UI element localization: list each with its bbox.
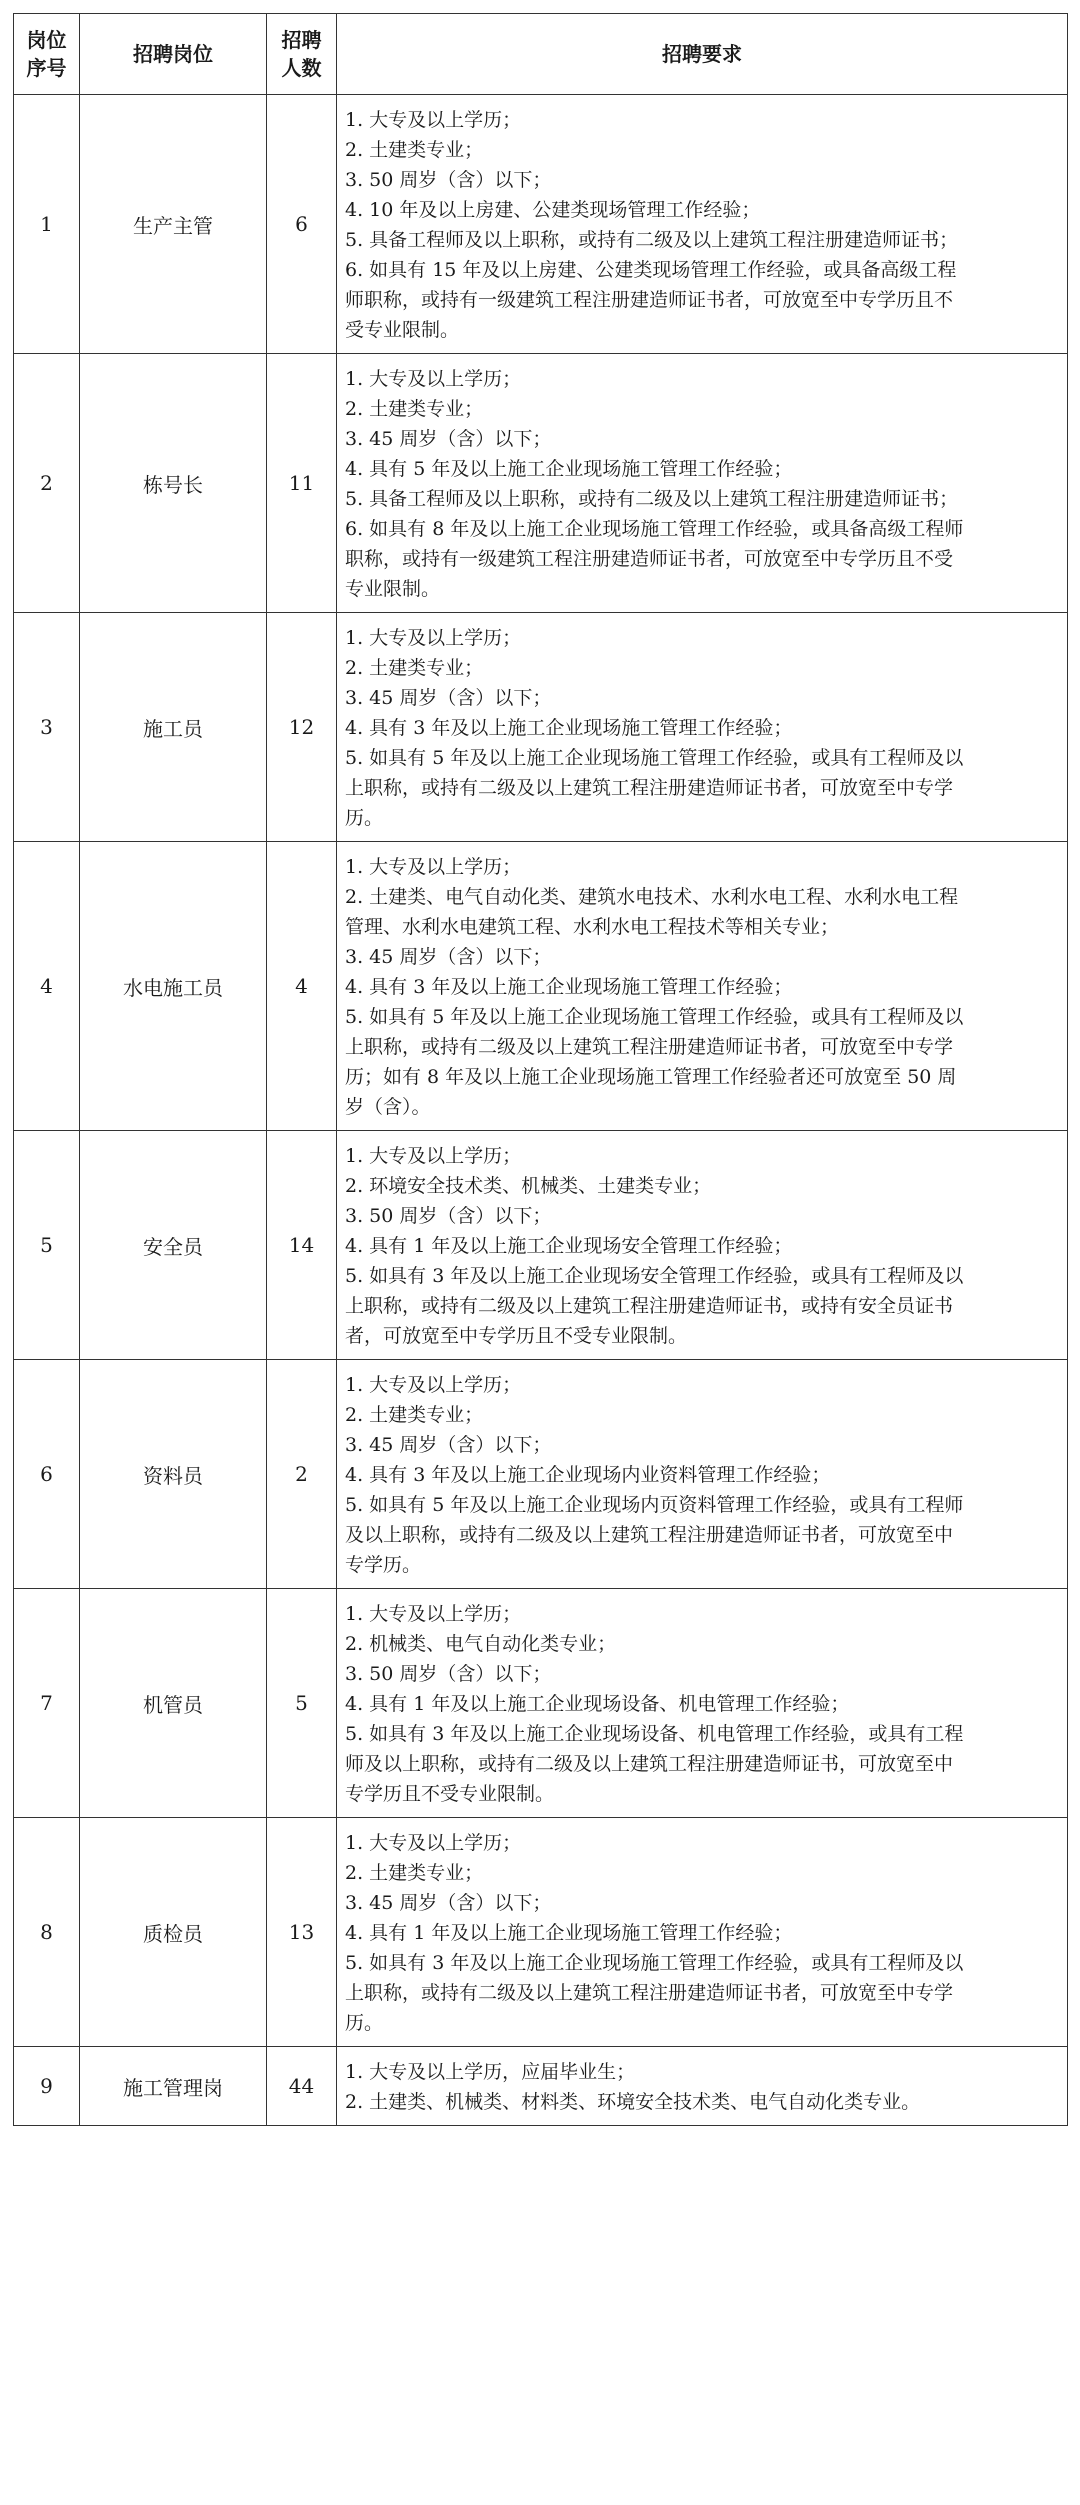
row-count: 14 xyxy=(267,1131,337,1360)
requirement-line: 5. 如具有 3 年及以上施工企业现场施工管理工作经验，或具有工程师及以 xyxy=(345,1952,964,1974)
row-requirements xyxy=(337,1360,1068,1589)
table-row xyxy=(14,613,1068,842)
requirement-line: 管理、水利水电建筑工程、水利水电工程技术等相关专业； xyxy=(345,916,840,938)
table-body xyxy=(14,95,1068,2126)
requirement-line: 专学历且不受专业限制。 xyxy=(345,1783,555,1805)
requirement-line: 2. 环境安全技术类、机械类、土建类专业； xyxy=(345,1175,712,1197)
row-position: 资料员 xyxy=(80,1360,267,1589)
requirement-line: 上职称，或持有二级及以上建筑工程注册建造师证书，或持有安全员证书 xyxy=(345,1295,954,1317)
requirement-line: 专学历。 xyxy=(345,1554,422,1576)
row-number: 2 xyxy=(14,354,80,613)
requirement-line: 2. 土建类、电气自动化类、建筑水电技术、水利水电工程、水利水电工程 xyxy=(345,886,959,908)
header-count xyxy=(267,14,337,95)
requirement-line: 岁（含）。 xyxy=(345,1096,431,1118)
requirement-line: 2. 土建类专业； xyxy=(345,139,484,161)
row-count: 5 xyxy=(267,1589,337,1818)
requirement-line: 2. 土建类专业； xyxy=(345,1862,484,1884)
row-requirements xyxy=(337,1818,1068,2047)
row-requirements xyxy=(337,1131,1068,1360)
requirement-line: 4. 具有 5 年及以上施工企业现场施工管理工作经验； xyxy=(345,458,793,480)
requirement-line: 上职称，或持有二级及以上建筑工程注册建造师证书者，可放宽至中专学 xyxy=(345,777,954,799)
requirement-line: 2. 土建类、机械类、材料类、环境安全技术类、电气自动化类专业。 xyxy=(345,2091,921,2113)
row-count: 4 xyxy=(267,842,337,1131)
requirement-line: 专业限制。 xyxy=(345,578,441,600)
table-row xyxy=(14,1131,1068,1360)
requirement-line: 4. 具有 1 年及以上施工企业现场设备、机电管理工作经验； xyxy=(345,1693,850,1715)
requirement-line: 4. 具有 1 年及以上施工企业现场施工管理工作经验； xyxy=(345,1922,793,1944)
requirement-line: 5. 如具有 5 年及以上施工企业现场施工管理工作经验，或具有工程师及以 xyxy=(345,1006,964,1028)
table-row xyxy=(14,1589,1068,1818)
row-number: 4 xyxy=(14,842,80,1131)
recruitment-table xyxy=(13,13,1068,2126)
requirement-line: 5. 如具有 5 年及以上施工企业现场内页资料管理工作经验，或具有工程师 xyxy=(345,1494,964,1516)
requirement-line: 1. 大专及以上学历； xyxy=(345,1832,522,1854)
table-row xyxy=(14,1818,1068,2047)
requirement-line: 5. 如具有 5 年及以上施工企业现场施工管理工作经验，或具有工程师及以 xyxy=(345,747,964,769)
requirement-line: 1. 大专及以上学历，应届毕业生； xyxy=(345,2061,636,2083)
requirement-line: 2. 机械类、电气自动化类专业； xyxy=(345,1633,617,1655)
requirement-line: 3. 45 周岁（含）以下； xyxy=(345,946,552,968)
row-count: 2 xyxy=(267,1360,337,1589)
requirement-line: 2. 土建类专业； xyxy=(345,398,484,420)
header-no-line1: 岗位 xyxy=(26,28,67,52)
header-requirements: 招聘要求 xyxy=(337,14,1068,95)
requirement-line: 3. 45 周岁（含）以下； xyxy=(345,428,552,450)
row-count: 12 xyxy=(267,613,337,842)
requirement-line: 3. 45 周岁（含）以下； xyxy=(345,687,552,709)
row-requirements xyxy=(337,2047,1068,2126)
header-count-line2: 人数 xyxy=(281,56,322,80)
header-position: 招聘岗位 xyxy=(80,14,267,95)
header-no xyxy=(14,14,80,95)
header-no-line2: 序号 xyxy=(26,56,67,80)
requirement-line: 职称，或持有一级建筑工程注册建造师证书者，可放宽至中专学历且不受 xyxy=(345,548,954,570)
requirement-line: 5. 如具有 3 年及以上施工企业现场设备、机电管理工作经验，或具有工程 xyxy=(345,1723,964,1745)
requirement-line: 3. 50 周岁（含）以下； xyxy=(345,1205,552,1227)
requirement-line: 6. 如具有 8 年及以上施工企业现场施工管理工作经验，或具备高级工程师 xyxy=(345,518,964,540)
requirement-line: 历。 xyxy=(345,807,384,829)
row-position: 质检员 xyxy=(80,1818,267,2047)
requirement-line: 1. 大专及以上学历； xyxy=(345,368,522,390)
row-requirements xyxy=(337,354,1068,613)
row-number: 3 xyxy=(14,613,80,842)
requirement-line: 受专业限制。 xyxy=(345,319,460,341)
row-number: 6 xyxy=(14,1360,80,1589)
requirement-line: 2. 土建类专业； xyxy=(345,1404,484,1426)
requirement-line: 历。 xyxy=(345,2012,384,2034)
row-position: 栋号长 xyxy=(80,354,267,613)
requirement-line: 5. 具备工程师及以上职称，或持有二级及以上建筑工程注册建造师证书； xyxy=(345,488,959,510)
requirement-line: 4. 具有 1 年及以上施工企业现场安全管理工作经验； xyxy=(345,1235,793,1257)
row-count: 13 xyxy=(267,1818,337,2047)
requirement-line: 及以上职称，或持有二级及以上建筑工程注册建造师证书者，可放宽至中 xyxy=(345,1524,954,1546)
table-row xyxy=(14,1360,1068,1589)
requirement-line: 4. 具有 3 年及以上施工企业现场施工管理工作经验； xyxy=(345,717,793,739)
row-number: 1 xyxy=(14,95,80,354)
row-position: 施工管理岗 xyxy=(80,2047,267,2126)
requirement-line: 4. 具有 3 年及以上施工企业现场施工管理工作经验； xyxy=(345,976,793,998)
row-position: 机管员 xyxy=(80,1589,267,1818)
row-count: 44 xyxy=(267,2047,337,2126)
row-position: 安全员 xyxy=(80,1131,267,1360)
header-count-line1: 招聘 xyxy=(281,28,322,52)
requirement-line: 师及以上职称，或持有二级及以上建筑工程注册建造师证书，可放宽至中 xyxy=(345,1753,954,1775)
row-position: 生产主管 xyxy=(80,95,267,354)
row-count: 6 xyxy=(267,95,337,354)
requirement-line: 3. 45 周岁（含）以下； xyxy=(345,1892,552,1914)
row-number: 7 xyxy=(14,1589,80,1818)
table-row xyxy=(14,842,1068,1131)
requirement-line: 3. 50 周岁（含）以下； xyxy=(345,1663,552,1685)
requirement-line: 5. 具备工程师及以上职称，或持有二级及以上建筑工程注册建造师证书； xyxy=(345,229,959,251)
row-number: 5 xyxy=(14,1131,80,1360)
requirement-line: 3. 45 周岁（含）以下； xyxy=(345,1434,552,1456)
requirement-line: 4. 10 年及以上房建、公建类现场管理工作经验； xyxy=(345,199,761,221)
requirement-line: 2. 土建类专业； xyxy=(345,657,484,679)
requirement-line: 师职称，或持有一级建筑工程注册建造师证书者，可放宽至中专学历且不 xyxy=(345,289,954,311)
table-row xyxy=(14,2047,1068,2126)
requirement-line: 1. 大专及以上学历； xyxy=(345,627,522,649)
row-number: 8 xyxy=(14,1818,80,2047)
row-requirements xyxy=(337,1589,1068,1818)
requirement-line: 3. 50 周岁（含）以下； xyxy=(345,169,552,191)
table-header-row xyxy=(14,14,1068,95)
requirement-line: 上职称，或持有二级及以上建筑工程注册建造师证书者，可放宽至中专学 xyxy=(345,1982,954,2004)
row-number: 9 xyxy=(14,2047,80,2126)
requirement-line: 1. 大专及以上学历； xyxy=(345,1145,522,1167)
row-count: 11 xyxy=(267,354,337,613)
row-requirements xyxy=(337,842,1068,1131)
requirement-line: 4. 具有 3 年及以上施工企业现场内业资料管理工作经验； xyxy=(345,1464,831,1486)
requirement-line: 上职称，或持有二级及以上建筑工程注册建造师证书者，可放宽至中专学 xyxy=(345,1036,954,1058)
table-row xyxy=(14,95,1068,354)
requirement-line: 1. 大专及以上学历； xyxy=(345,856,522,878)
requirement-line: 5. 如具有 3 年及以上施工企业现场安全管理工作经验，或具有工程师及以 xyxy=(345,1265,964,1287)
row-requirements xyxy=(337,95,1068,354)
requirement-line: 1. 大专及以上学历； xyxy=(345,109,522,131)
requirement-line: 历；如有 8 年及以上施工企业现场施工管理工作经验者还可放宽至 50 周 xyxy=(345,1066,957,1088)
requirement-line: 1. 大专及以上学历； xyxy=(345,1374,522,1396)
table-row xyxy=(14,354,1068,613)
row-position: 水电施工员 xyxy=(80,842,267,1131)
row-position: 施工员 xyxy=(80,613,267,842)
requirement-line: 1. 大专及以上学历； xyxy=(345,1603,522,1625)
requirement-line: 者，可放宽至中专学历且不受专业限制。 xyxy=(345,1325,688,1347)
requirement-line: 6. 如具有 15 年及以上房建、公建类现场管理工作经验，或具备高级工程 xyxy=(345,259,957,281)
row-requirements xyxy=(337,613,1068,842)
